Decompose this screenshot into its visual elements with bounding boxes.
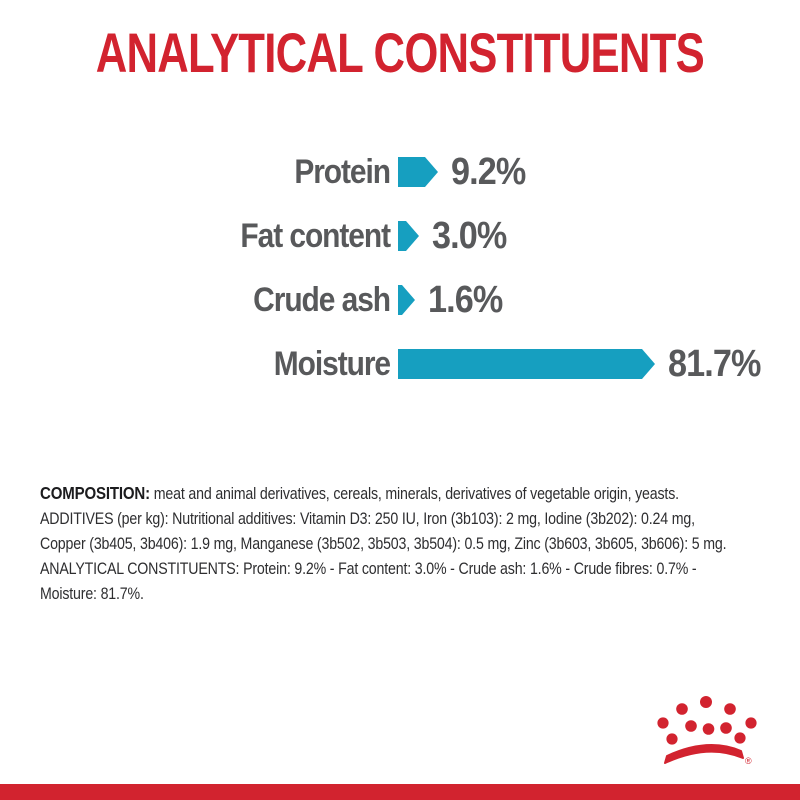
bar-value-moisture: 81.7% [668,342,761,385]
bar-label-protein: Protein [294,152,390,191]
bar-label-moisture: Moisture [273,344,390,383]
bar-label-crude-ash: Crude ash [253,280,390,319]
composition-line [40,481,685,507]
analytical-constituents-line: ANALYTICAL CONSTITUENTS: Protein: 9.2% - Fat content: 3.0% - Crude ash: 1.6% - Crude fibres: 0.7% - [40,560,697,578]
bar-value-crude-ash: 1.6% [428,278,503,321]
bar-moisture [398,349,655,379]
header [0,20,800,85]
footer-red-strip [0,784,800,800]
bar-value-fat-content: 3.0% [432,214,507,257]
chart-row-moisture [0,332,800,396]
bar-fat-content [398,221,419,251]
bar-crude-ash [398,285,415,315]
analytical-constituents-chart [0,140,800,396]
composition-heading: COMPOSITION: [40,483,150,503]
royal-canin-crown-logo [650,686,774,782]
bar-protein [398,157,438,187]
bar-label-fat-content: Fat content [240,216,390,255]
registered-trademark-icon: ® [745,756,752,766]
additives-line-2: Copper (3b405, 3b406): 1.9 mg, Manganese (3b502, 3b503, 3b504): 0.5 mg, Zinc (3b603, 3b605, 3b606): 5 mg. [40,535,727,553]
bar-value-protein: 9.2% [451,150,526,193]
composition-line-1-text: meat and animal derivatives, cereals, minerals, derivatives of vegetable origin, yeasts. [149,485,679,503]
composition-text-block [40,481,790,607]
chart-row-fat-content [0,204,800,268]
page-title: ANALYTICAL CONSTITUENTS [95,21,705,84]
chart-row-protein [0,140,800,204]
additives-line-1: ADDITIVES (per kg): Nutritional additives: Vitamin D3: 250 IU, Iron (3b103): 2 mg, Iodine (3b202): 0.24 mg, [40,510,695,528]
chart-row-crude-ash [0,268,800,332]
moisture-line: Moisture: 81.7%. [40,585,144,603]
